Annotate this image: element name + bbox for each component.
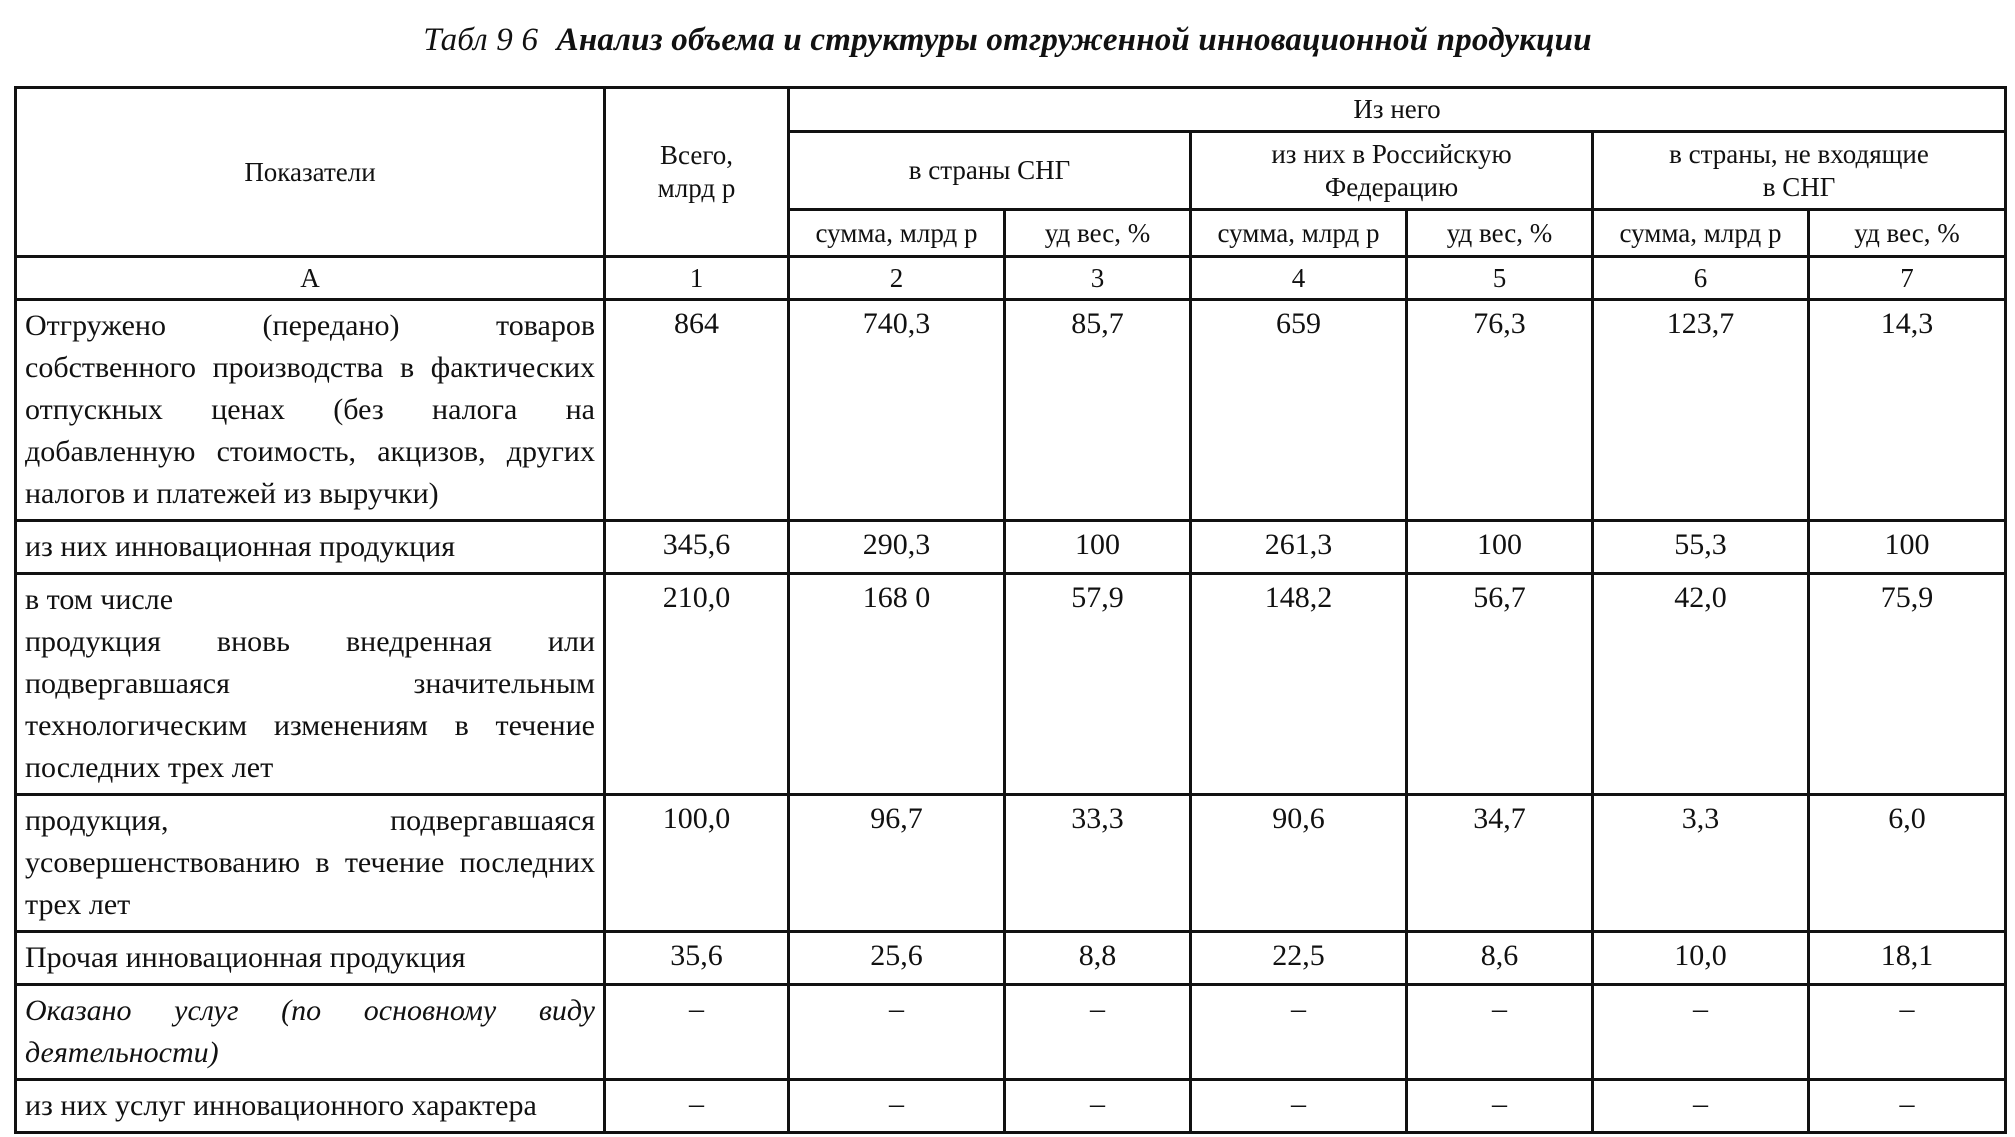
cell-value: –	[1005, 985, 1191, 1080]
cell-value: 100	[1407, 521, 1593, 574]
table-row	[16, 795, 2006, 932]
table-row	[16, 300, 2006, 521]
cell-value: 96,7	[789, 795, 1005, 932]
header-sum-russia: сумма, млрд р	[1191, 210, 1407, 257]
header-sum-non-cis: сумма, млрд р	[1593, 210, 1809, 257]
header-cis: в страны СНГ	[789, 132, 1191, 210]
header-sum-cis: сумма, млрд р	[789, 210, 1005, 257]
index-cell: 6	[1593, 257, 1809, 300]
table-number: Табл 9 6	[423, 22, 539, 58]
row-label: из них инновационная продукция	[16, 521, 605, 574]
cell-value: –	[1005, 1080, 1191, 1133]
row-label-prefix: в том числе	[25, 583, 174, 616]
header-indicators: Показатели	[16, 88, 605, 257]
cell-value: 85,7	[1005, 300, 1191, 521]
row-label: продукция, подвергавшаяся усовершенствованию в течение последних трех лет	[16, 795, 605, 932]
index-cell: 3	[1005, 257, 1191, 300]
index-cell: 1	[605, 257, 789, 300]
cell-value: 55,3	[1593, 521, 1809, 574]
cell-value: 76,3	[1407, 300, 1593, 521]
cell-value: 8,8	[1005, 932, 1191, 985]
cell-value: 33,3	[1005, 795, 1191, 932]
index-cell: 4	[1191, 257, 1407, 300]
header-share-non-cis: уд вес, %	[1809, 210, 2006, 257]
index-cell: 5	[1407, 257, 1593, 300]
table-row	[16, 574, 2006, 795]
cell-value: 25,6	[789, 932, 1005, 985]
cell-value: 864	[605, 300, 789, 521]
table-title: Анализ объема и структуры отгруженной инновационной продукции	[556, 22, 1592, 58]
cell-value: 10,0	[1593, 932, 1809, 985]
index-row	[16, 257, 2006, 300]
header-share-russia: уд вес, %	[1407, 210, 1593, 257]
header-non-cis: в страны, не входящие в СНГ	[1593, 132, 2006, 210]
cell-value: –	[1407, 1080, 1593, 1133]
cell-value: 210,0	[605, 574, 789, 795]
cell-value: 35,6	[605, 932, 789, 985]
cell-value: –	[1809, 985, 2006, 1080]
cell-value: 75,9	[1809, 574, 2006, 795]
cell-value: 6,0	[1809, 795, 2006, 932]
cell-value: –	[789, 1080, 1005, 1133]
row-label: из них услуг инновационного характера	[16, 1080, 605, 1133]
cell-value: 90,6	[1191, 795, 1407, 932]
cell-value: 18,1	[1809, 932, 2006, 985]
index-cell: 7	[1809, 257, 2006, 300]
table-row	[16, 932, 2006, 985]
table-row	[16, 521, 2006, 574]
row-label: Прочая инновационная продукция	[16, 932, 605, 985]
cell-value: 56,7	[1407, 574, 1593, 795]
cell-value: 261,3	[1191, 521, 1407, 574]
row-label: Отгружено (передано) товаров собственного производства в фактических отпускных ценах (без налога на добавленную стоимость, акцизов, других налогов и платежей из выручки)	[16, 300, 605, 521]
table-row	[16, 1080, 2006, 1133]
row-label: продукция вновь внедренная или подвергавшаяся значительным технологическим изменениям в течение последних трех лет	[25, 625, 595, 784]
index-cell: 2	[789, 257, 1005, 300]
cell-value: 168 0	[789, 574, 1005, 795]
cell-value: –	[1593, 1080, 1809, 1133]
cell-value: –	[1191, 985, 1407, 1080]
cell-value: 22,5	[1191, 932, 1407, 985]
cell-value: 148,2	[1191, 574, 1407, 795]
cell-value: 42,0	[1593, 574, 1809, 795]
cell-value: 34,7	[1407, 795, 1593, 932]
cell-value: 740,3	[789, 300, 1005, 521]
cell-value: –	[605, 985, 789, 1080]
cell-value: 123,7	[1593, 300, 1809, 521]
cell-value: 100	[1005, 521, 1191, 574]
cell-value: –	[1809, 1080, 2006, 1133]
cell-value: –	[605, 1080, 789, 1133]
cell-value: –	[1191, 1080, 1407, 1133]
index-cell: А	[16, 257, 605, 300]
header-russia: из них в Российскую Федерацию	[1191, 132, 1593, 210]
cell-value: –	[789, 985, 1005, 1080]
row-label: Оказано услуг (по основному виду деятельности)	[16, 985, 605, 1080]
cell-value: –	[1593, 985, 1809, 1080]
table-caption	[0, 22, 2015, 59]
innovation-products-table	[14, 86, 2007, 1134]
cell-value: 100	[1809, 521, 2006, 574]
cell-value: 290,3	[789, 521, 1005, 574]
cell-value: 3,3	[1593, 795, 1809, 932]
header-share-cis: уд вес, %	[1005, 210, 1191, 257]
cell-value: 100,0	[605, 795, 789, 932]
table-row	[16, 985, 2006, 1080]
header-total: Всего, млрд р	[605, 88, 789, 257]
cell-value: 345,6	[605, 521, 789, 574]
cell-value: –	[1407, 985, 1593, 1080]
row-label-group	[16, 574, 605, 795]
cell-value: 8,6	[1407, 932, 1593, 985]
cell-value: 14,3	[1809, 300, 2006, 521]
cell-value: 57,9	[1005, 574, 1191, 795]
header-of-which: Из него	[789, 88, 2006, 132]
cell-value: 659	[1191, 300, 1407, 521]
